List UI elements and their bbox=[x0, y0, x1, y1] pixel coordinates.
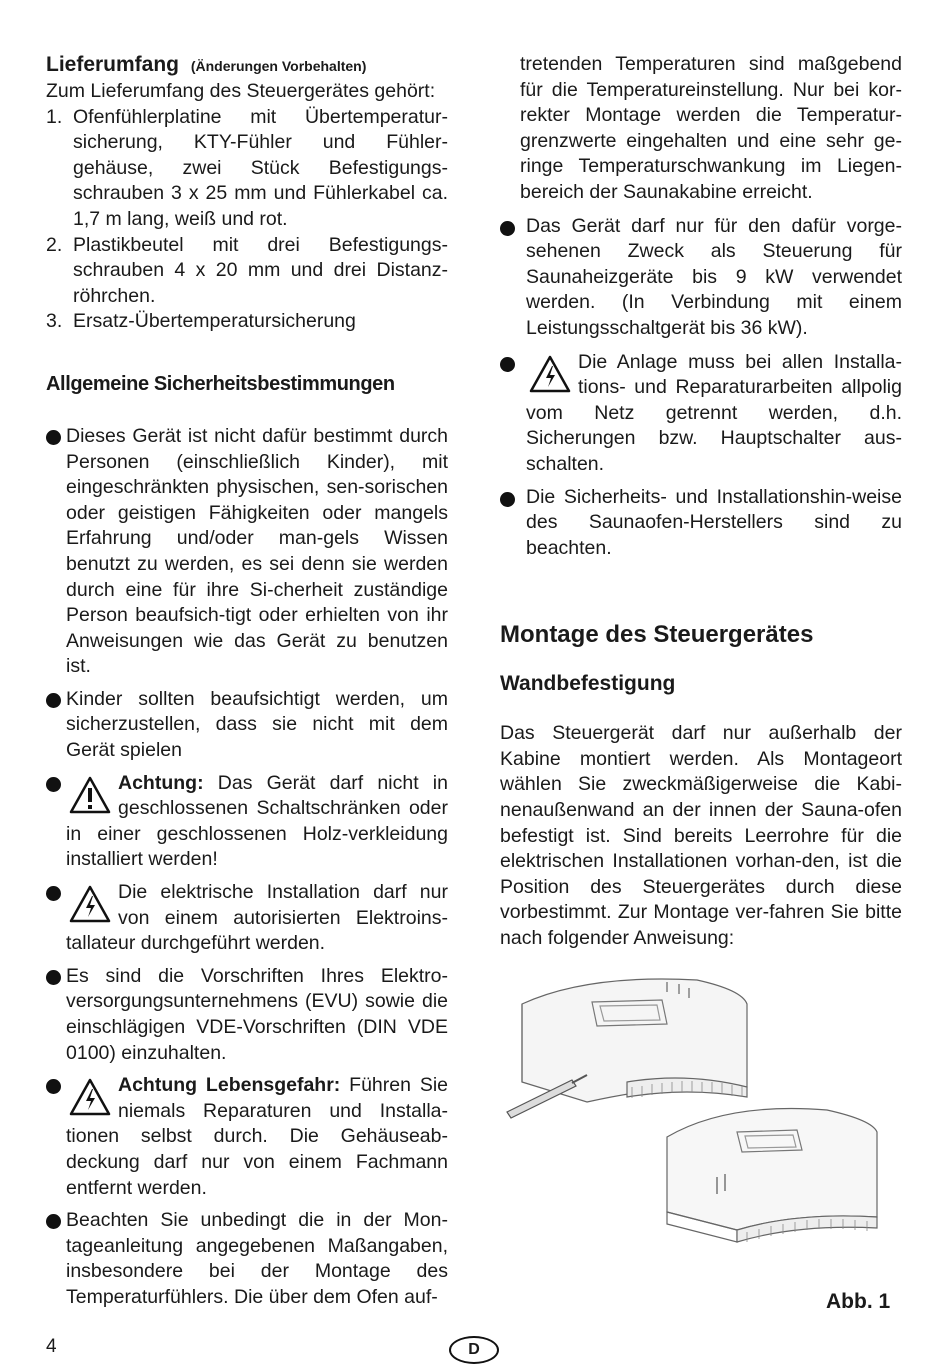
safety-bullet-item bbox=[500, 485, 902, 562]
right-column bbox=[500, 52, 902, 952]
electric-hazard-icon bbox=[68, 1077, 112, 1117]
delivery-item-text: Plastikbeutel mit drei Befestigungs-schrauben 4 x 20 mm und drei Distanz-röhrchen. bbox=[73, 233, 448, 307]
bullet-dot-icon bbox=[46, 1214, 61, 1229]
safety-bullet-item bbox=[46, 424, 448, 680]
continued-paragraph: tretenden Temperaturen sind maßgebend für die Temperatureinstellung. Nur bei kor-rekter Montage werden die Temperatur-grenzwerte eingehalten und eine sehr ge-ringe Temperaturschwankung im Liegen-bereich der Saunakabine erreicht. bbox=[520, 53, 902, 203]
delivery-list bbox=[46, 105, 448, 335]
lieferumfang-title: Lieferumfang bbox=[46, 53, 180, 76]
bullet-dot-icon bbox=[46, 430, 61, 445]
safety-bullet-item bbox=[46, 964, 448, 1066]
safety-bullet-item bbox=[46, 687, 448, 764]
safety-bullet-text: Die Sicherheits- und Installationshin-weise des Saunaofen-Herstellers sind zu beachten. bbox=[526, 485, 902, 559]
bullet-dot-icon bbox=[46, 777, 61, 792]
safety-bullet-text: Das Gerät darf nur für den dafür vorge-sehenen Zweck als Steuerung für Saunaheizgeräte bis 9 kW verwendet werden. (In Verbindung mit einem Leistungsschaltgerät bis 36 kW). bbox=[526, 214, 902, 339]
lieferumfang-heading bbox=[46, 52, 448, 79]
lieferumfang-intro: Zum Lieferumfang des Steuergerätes gehört: bbox=[46, 80, 436, 102]
safety-bullet-text: Beachten Sie unbedingt die in der Mon-tageanleitung angegebenen Maßangaben, insbesondere bei der Montage des Temperaturfühlers. Die über dem Ofen auf- bbox=[66, 1209, 448, 1308]
mounting-illustration bbox=[497, 962, 907, 1262]
delivery-item bbox=[46, 105, 448, 233]
safety-bullet-text: Kinder sollten beaufsichtigt werden, um sicherzustellen, dass sie nicht mit dem Gerät spielen bbox=[66, 687, 448, 762]
delivery-item-number: 1. bbox=[46, 105, 63, 128]
controller-housing-drawing bbox=[497, 962, 907, 1262]
figure-caption: Abb. 1 bbox=[826, 1290, 891, 1313]
left-column bbox=[46, 52, 448, 1318]
warning-label: Achtung: bbox=[118, 771, 204, 794]
bullet-dot-icon bbox=[46, 970, 61, 985]
bullet-dot-icon bbox=[500, 357, 515, 372]
safety-bullet-text: Führen Sie niemals Reparaturen und Installa-tionen selbst durch. Die Gehäuseab-deckung darf nur von einem Fachmann entfernt werden. bbox=[66, 1074, 448, 1199]
delivery-item-number: 2. bbox=[46, 233, 63, 256]
delivery-item bbox=[46, 309, 448, 335]
bullet-dot-icon bbox=[46, 1079, 61, 1094]
electric-hazard-icon bbox=[528, 354, 572, 394]
safety-bullet-item bbox=[46, 880, 448, 957]
montage-heading: Montage des Steuergerätes bbox=[500, 621, 814, 649]
safety-bullet-text: Das Gerät darf nicht in geschlossenen Schaltschränken oder in einer geschlossenen Holz-verkleidung installiert werden! bbox=[66, 771, 448, 871]
bullet-dot-icon bbox=[46, 886, 61, 901]
warning-exclamation-icon bbox=[68, 775, 112, 815]
delivery-item-text: Ersatz-Übertemperatursicherung bbox=[73, 310, 356, 333]
bullet-dot-icon bbox=[500, 221, 515, 236]
safety-bullet-text: Es sind die Vorschriften Ihres Elektro-versorgungsunternehmens (EVU) sowie die einschlägigen VDE-Vorschriften (DIN VDE 0100) einzuhalten. bbox=[66, 964, 448, 1064]
safety-bullet-item bbox=[500, 214, 902, 342]
delivery-item bbox=[46, 233, 448, 310]
bullet-dot-icon bbox=[500, 492, 515, 507]
safety-heading: Allgemeine Sicherheitsbestimmungen bbox=[46, 372, 395, 395]
language-badge: D bbox=[449, 1336, 499, 1364]
electric-hazard-icon bbox=[68, 884, 112, 924]
delivery-item-text: Ofenfühlerplatine mit Übertemperatur-sicherung, KTY-Fühler und Fühler-gehäuse, zwei Stück Befestigungs-schrauben 3 x 25 mm und Fühlerkabel ca. 1,7 m lang, weiß und rot. bbox=[73, 105, 448, 230]
warning-label: Achtung Lebensgefahr: bbox=[118, 1074, 341, 1097]
safety-bullet-item bbox=[46, 1208, 448, 1310]
lieferumfang-note: (Änderungen Vorbehalten) bbox=[190, 58, 367, 74]
wandbefestigung-paragraph: Das Steuergerät darf nur außerhalb der Kabine montiert werden. Als Montageort wählen Sie zweckmäßigerweise die Kabi-nenaußenwand an der innen der Sauna-ofen befestigt ist. Sind bereits Leerrohre für die elektrischen Installationen vorhan-den, ist die Position des Steuergerätes durch diese vorbestimmt. Zur Montage ver-fahren Sie bitte nach folgender Anweisung: bbox=[500, 722, 902, 950]
wandbefestigung-heading: Wandbefestigung bbox=[500, 672, 676, 696]
safety-bullet-text: Die elektrische Installation darf nur von einem autorisierten Elektroins-tallateur durchgeführt werden. bbox=[66, 881, 448, 955]
safety-bullet-text: Die Anlage muss bei allen Installa-tions- und Reparaturarbeiten allpolig vom Netz getrennt werden, d.h. Sicherungen bzw. Hauptschalter aus-schalten. bbox=[526, 350, 902, 475]
page-number: 4 bbox=[46, 1336, 57, 1357]
safety-bullet-text: Dieses Gerät ist nicht dafür bestimmt durch Personen (einschließlich Kinder), mit eingeschränkten physischen, sen-sorischen oder geistigen Fähigkeiten oder mangels Erfahrung und/oder man-gels Wissen benutzt zu werden, es sei denn sie werden durch eine für ihre Si-cherheit zuständige Person beaufsich-tigt oder erhielten von ihr Anweisungen wie das Gerät zu benutzen ist. bbox=[66, 424, 448, 678]
safety-bullet-item bbox=[46, 1073, 448, 1201]
safety-bullet-item bbox=[500, 350, 902, 478]
safety-bullet-item bbox=[46, 771, 448, 873]
delivery-item-number: 3. bbox=[46, 310, 63, 333]
bullet-dot-icon bbox=[46, 693, 61, 708]
